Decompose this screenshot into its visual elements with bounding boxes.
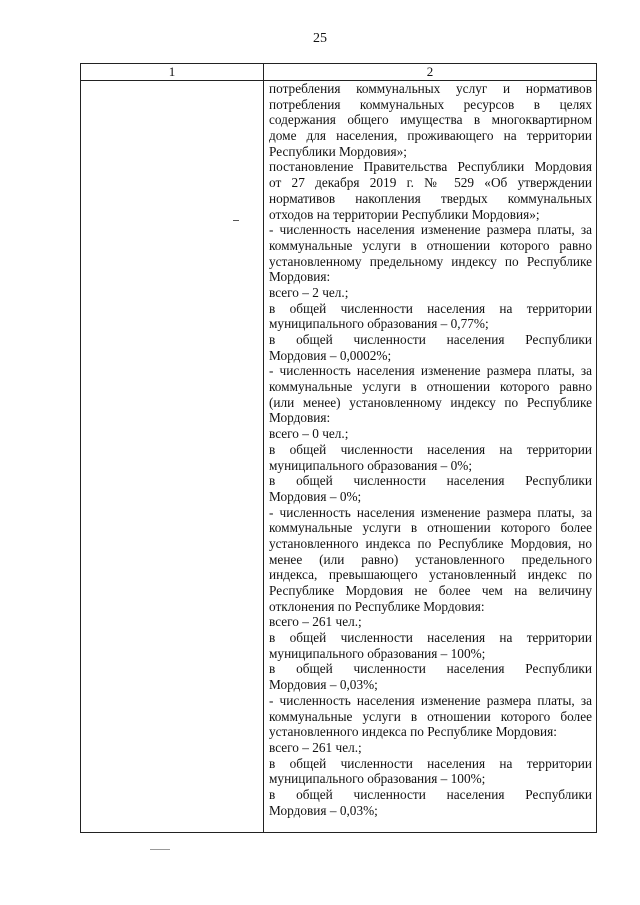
- text-line: - численность населения изменение размера платы, за: [269, 692, 592, 708]
- text-line: в общей численности населения на территории: [269, 441, 592, 457]
- text-line: в общей численности населения Республики: [269, 473, 592, 489]
- text-line: всего – 2 чел.;: [269, 284, 349, 300]
- text-line: доме для населения, проживающего на территории: [269, 128, 592, 144]
- text-line: всего – 261 чел.;: [269, 739, 362, 755]
- text-line: - численность населения изменение размера платы, за: [269, 363, 592, 379]
- text-line: отклонения по Республике Мордовия:: [269, 598, 485, 614]
- text-line: от 27 декабря 2019 г. № 529 «Об утверждении: [269, 175, 592, 191]
- text-line: Республике Мордовия не более чем на величину: [269, 583, 592, 598]
- text-line: менее (или равно) установленного предельного: [269, 551, 592, 567]
- text-line: - численность населения изменение размера платы, за: [269, 504, 592, 520]
- text-line: установленного индекса по Республике Мордовия, но: [269, 535, 592, 551]
- text-line: - численность населения изменение размера платы, за: [269, 222, 592, 238]
- text-line: всего – 0 чел.;: [269, 426, 349, 442]
- scan-artifact: [150, 849, 170, 850]
- text-line: муниципального образования – 100%;: [269, 771, 486, 787]
- text-line: нормативов накопления твердых коммунальных: [269, 190, 592, 206]
- text-line: постановление Правительства Республики Мордовия: [269, 159, 592, 175]
- stray-mark: [233, 220, 239, 221]
- table-cell-text: [269, 81, 592, 818]
- column-divider: [263, 64, 264, 832]
- text-line: коммунальные услуги в отношении которого более: [269, 708, 592, 724]
- text-line: в общей численности населения на территории: [269, 755, 592, 771]
- text-line: муниципального образования – 0%;: [269, 457, 473, 473]
- text-line: муниципального образования – 0,77%;: [269, 316, 489, 332]
- text-line: в общей численности населения на территории: [269, 630, 592, 646]
- text-line: отходов на территории Республики Мордовия»;: [269, 206, 540, 222]
- column-header-2: 2: [426, 64, 434, 79]
- text-line: Мордовия – 0,03%;: [269, 677, 378, 693]
- column-header-1: 1: [168, 64, 176, 79]
- text-line: потребления коммунальных услуг и нормативов: [269, 81, 592, 96]
- text-line: Мордовия:: [269, 410, 331, 426]
- text-line: установленного индекса по Республике Мордовия:: [269, 724, 557, 740]
- text-line: (или менее) установленному индексу по Республике: [269, 394, 592, 410]
- text-line: всего – 261 чел.;: [269, 614, 362, 630]
- document-table: [80, 63, 597, 833]
- text-line: содержания общего имущества в многоквартирном: [269, 112, 592, 128]
- text-line: Мордовия – 0,0002%;: [269, 347, 392, 363]
- text-line: коммунальные услуги в отношении которого равно: [269, 237, 592, 253]
- text-line: индекса, превышающего установленный индекс по: [269, 567, 592, 583]
- text-line: потребления коммунальных ресурсов в целях: [269, 96, 592, 112]
- text-line: коммунальные услуги в отношении которого равно: [269, 379, 592, 395]
- text-line: коммунальные услуги в отношении которого более: [269, 520, 592, 536]
- text-line: в общей численности населения Республики: [269, 786, 592, 802]
- text-line: в общей численности населения на территории: [269, 300, 592, 316]
- page-number: 25: [313, 31, 327, 46]
- text-line: Республики Мордовия»;: [269, 143, 407, 159]
- text-line: установленному предельному индексу по Республике: [269, 253, 592, 269]
- text-line: Мордовия:: [269, 269, 331, 285]
- text-line: Мордовия – 0%;: [269, 488, 362, 504]
- text-line: муниципального образования – 100%;: [269, 645, 486, 661]
- text-line: в общей численности населения Республики: [269, 332, 592, 347]
- text-line: Мордовия – 0,03%;: [269, 802, 378, 818]
- text-line: в общей численности населения Республики: [269, 661, 592, 677]
